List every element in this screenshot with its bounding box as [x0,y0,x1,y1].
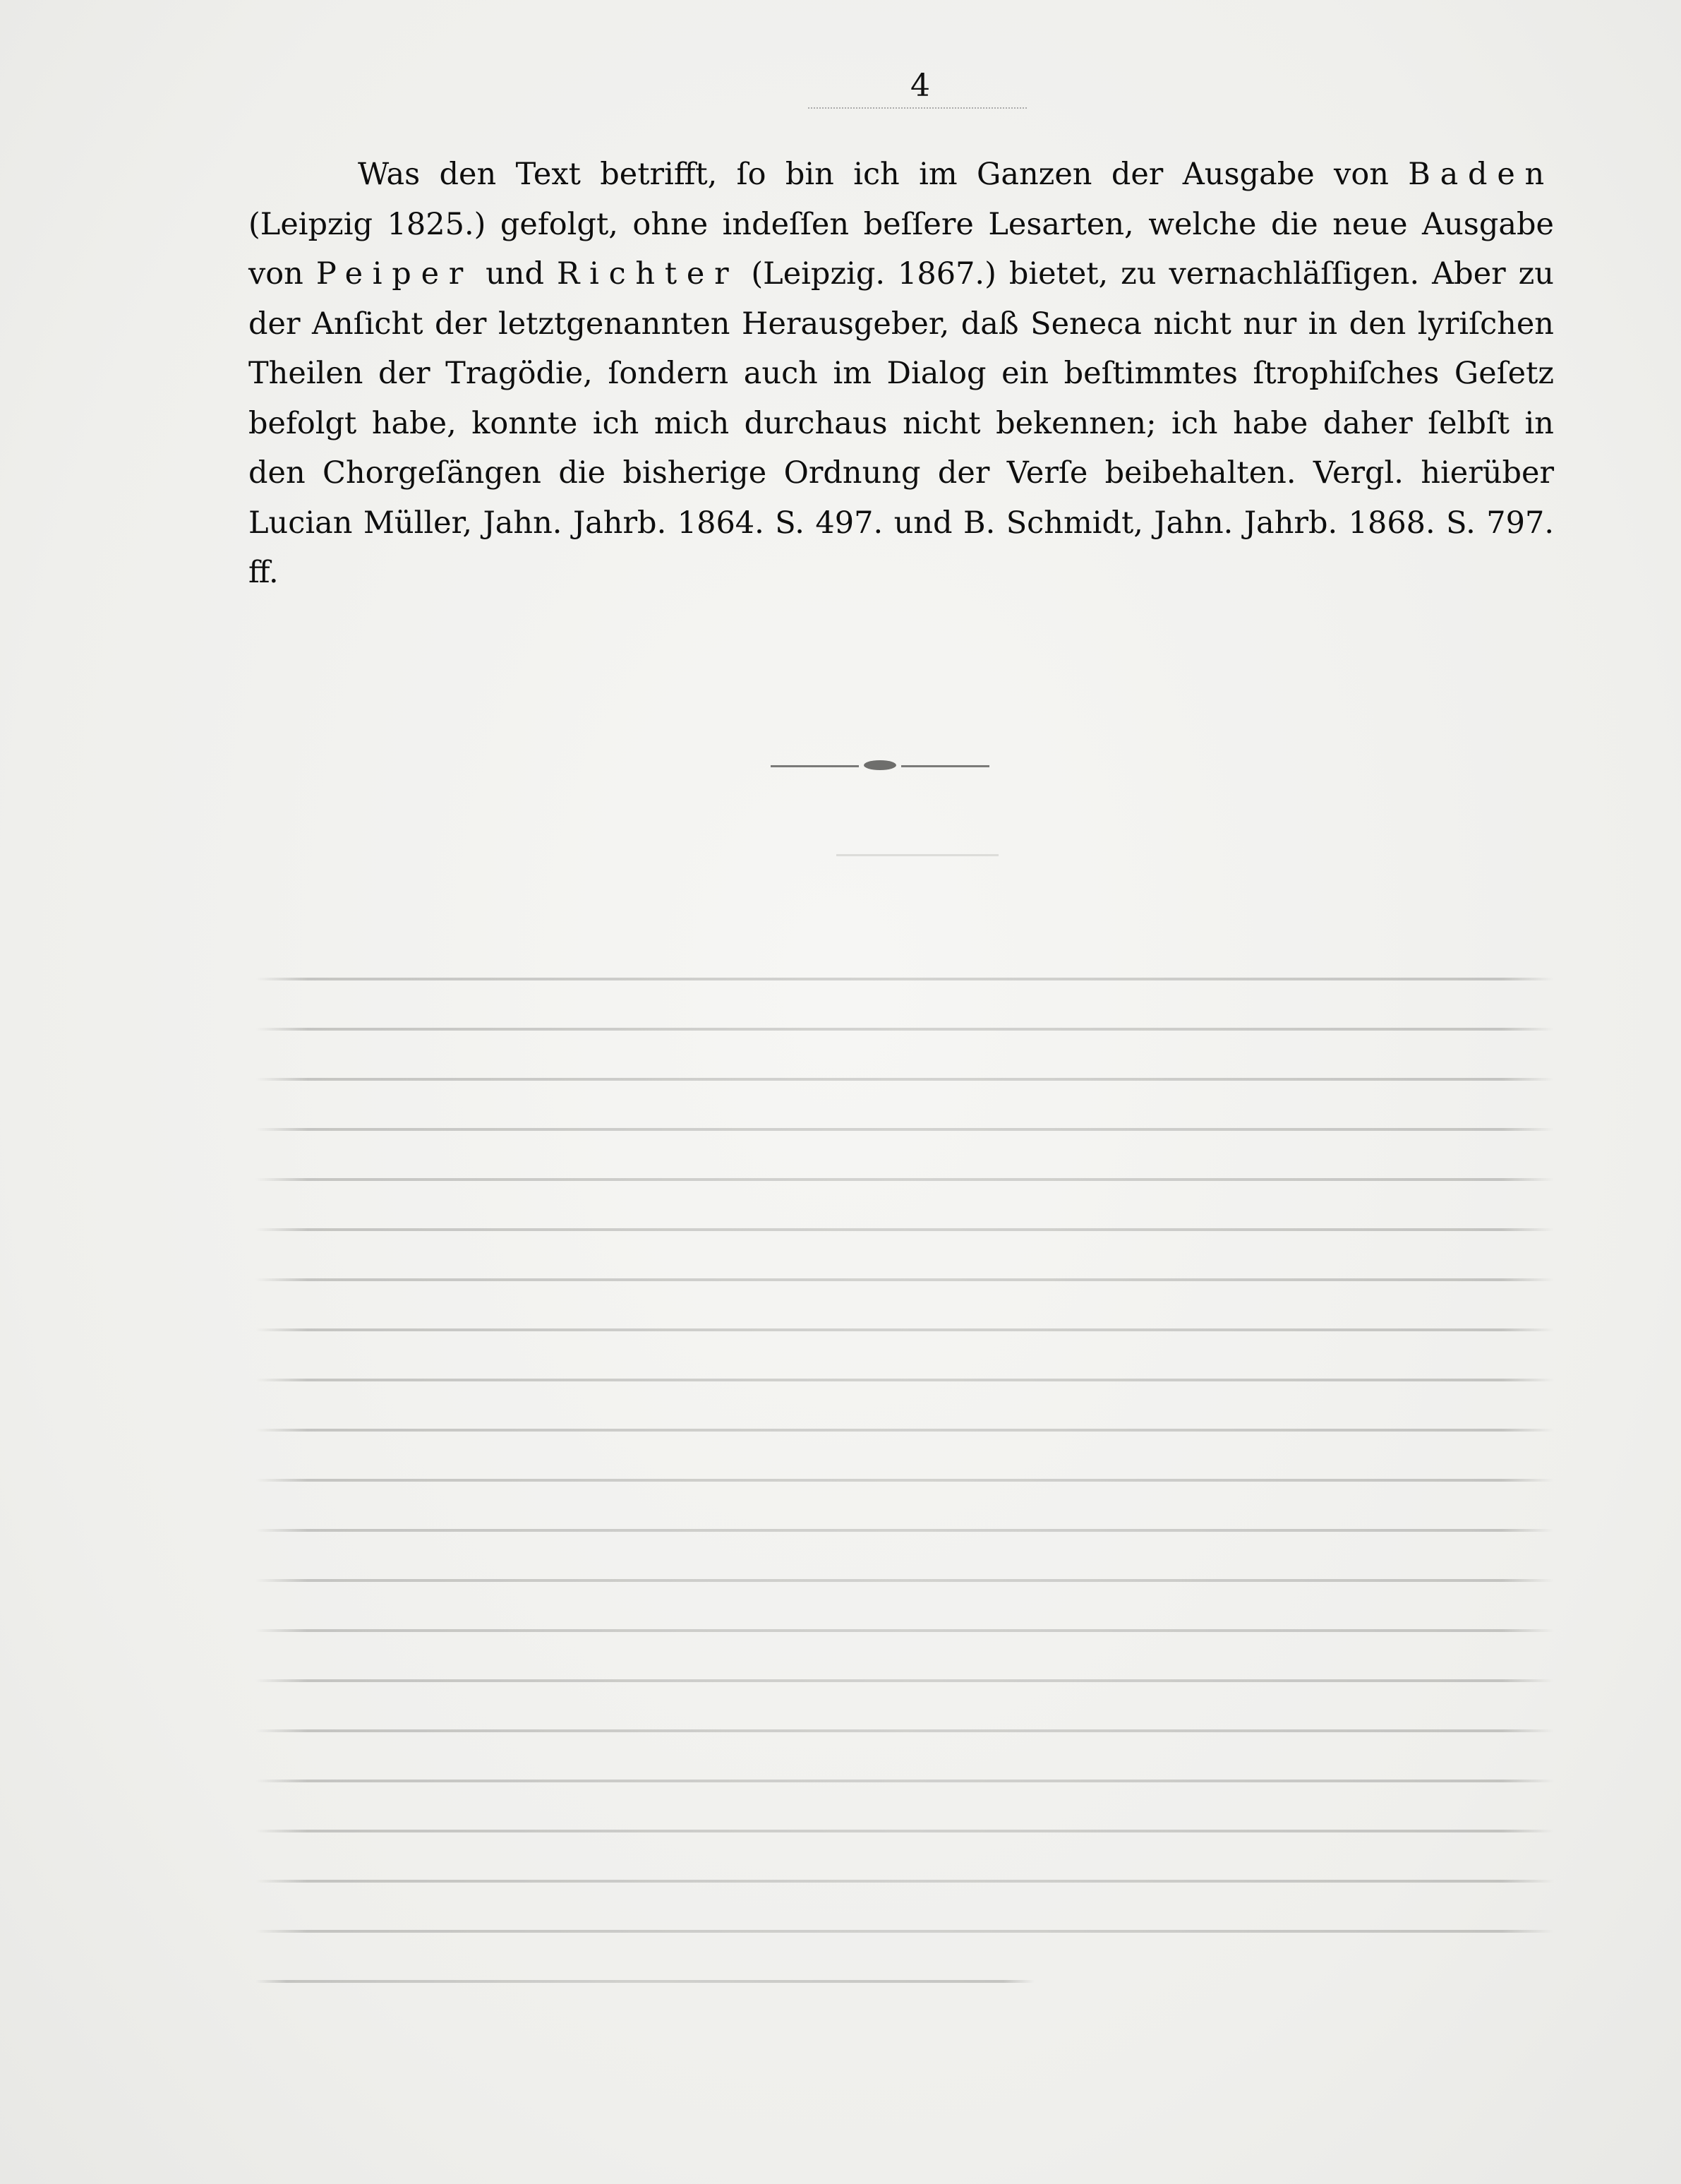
show-through-line [255,1379,1554,1381]
show-through-text-block [255,978,1554,2030]
show-through-line [255,1629,1554,1632]
show-through-line [255,1880,1554,1883]
show-through-line [255,1328,1554,1331]
show-through-line [255,1780,1554,1782]
show-through-line [255,1429,1554,1432]
text-run: (Leipzig 1825.) gefolgt, ohne indeſſen beſſere Lesarten, welche die neue Ausgabe von [248,206,1554,292]
show-through-line [255,978,1554,980]
ornament-left-line [771,765,859,767]
header-rule [808,107,1027,109]
show-through-line [255,1729,1554,1732]
text-run: und [473,256,557,292]
show-through-line [255,1679,1554,1682]
show-through-line [255,1278,1554,1281]
text-run: Was den Text betrifft, ſo bin ich im Ganzen der Ausgabe von [358,157,1409,192]
show-through-line [255,1930,1554,1933]
show-through-line [255,1228,1554,1231]
spaced-name: Peiper [315,256,474,292]
text-run: (Leipzig. 1867.) bietet, zu vernachläſſigen. Aber zu der Anſicht der letztgenannten Herausgeber, daß Seneca nicht nur in den lyriſchen Theilen der Tragödie, ſondern auch im Dialog ein beſtimmtes ſtrophiſches Geſetz befolgt habe, konnte ich mich durchaus nicht bekennen; ich habe daher ſelbſt in den Chorgeſängen die bisherige Ordnung der Verſe beibehalten. Vergl. hierüber Lucian Müller, Jahn. Jahrb. 1864. S. 497. und B. Schmidt, Jahn. Jahrb. 1868. S. 797. ff. [248,256,1554,590]
show-through-line [255,1479,1554,1482]
spaced-name: Baden [1408,157,1554,192]
page-number: 4 [910,68,930,104]
show-through-rule [836,854,999,856]
spaced-name: Richter [556,256,739,292]
show-through-line [255,1128,1554,1131]
show-through-line [255,1980,1035,1983]
show-through-line [255,1830,1554,1832]
show-through-line [255,1028,1554,1031]
ornament-right-line [901,765,989,767]
show-through-line [255,1078,1554,1081]
show-through-line [255,1178,1554,1181]
show-through-line [255,1579,1554,1582]
section-ornament [771,762,989,769]
show-through-line [255,1529,1554,1532]
body-paragraph [248,150,1554,598]
ornament-knot [864,760,896,770]
